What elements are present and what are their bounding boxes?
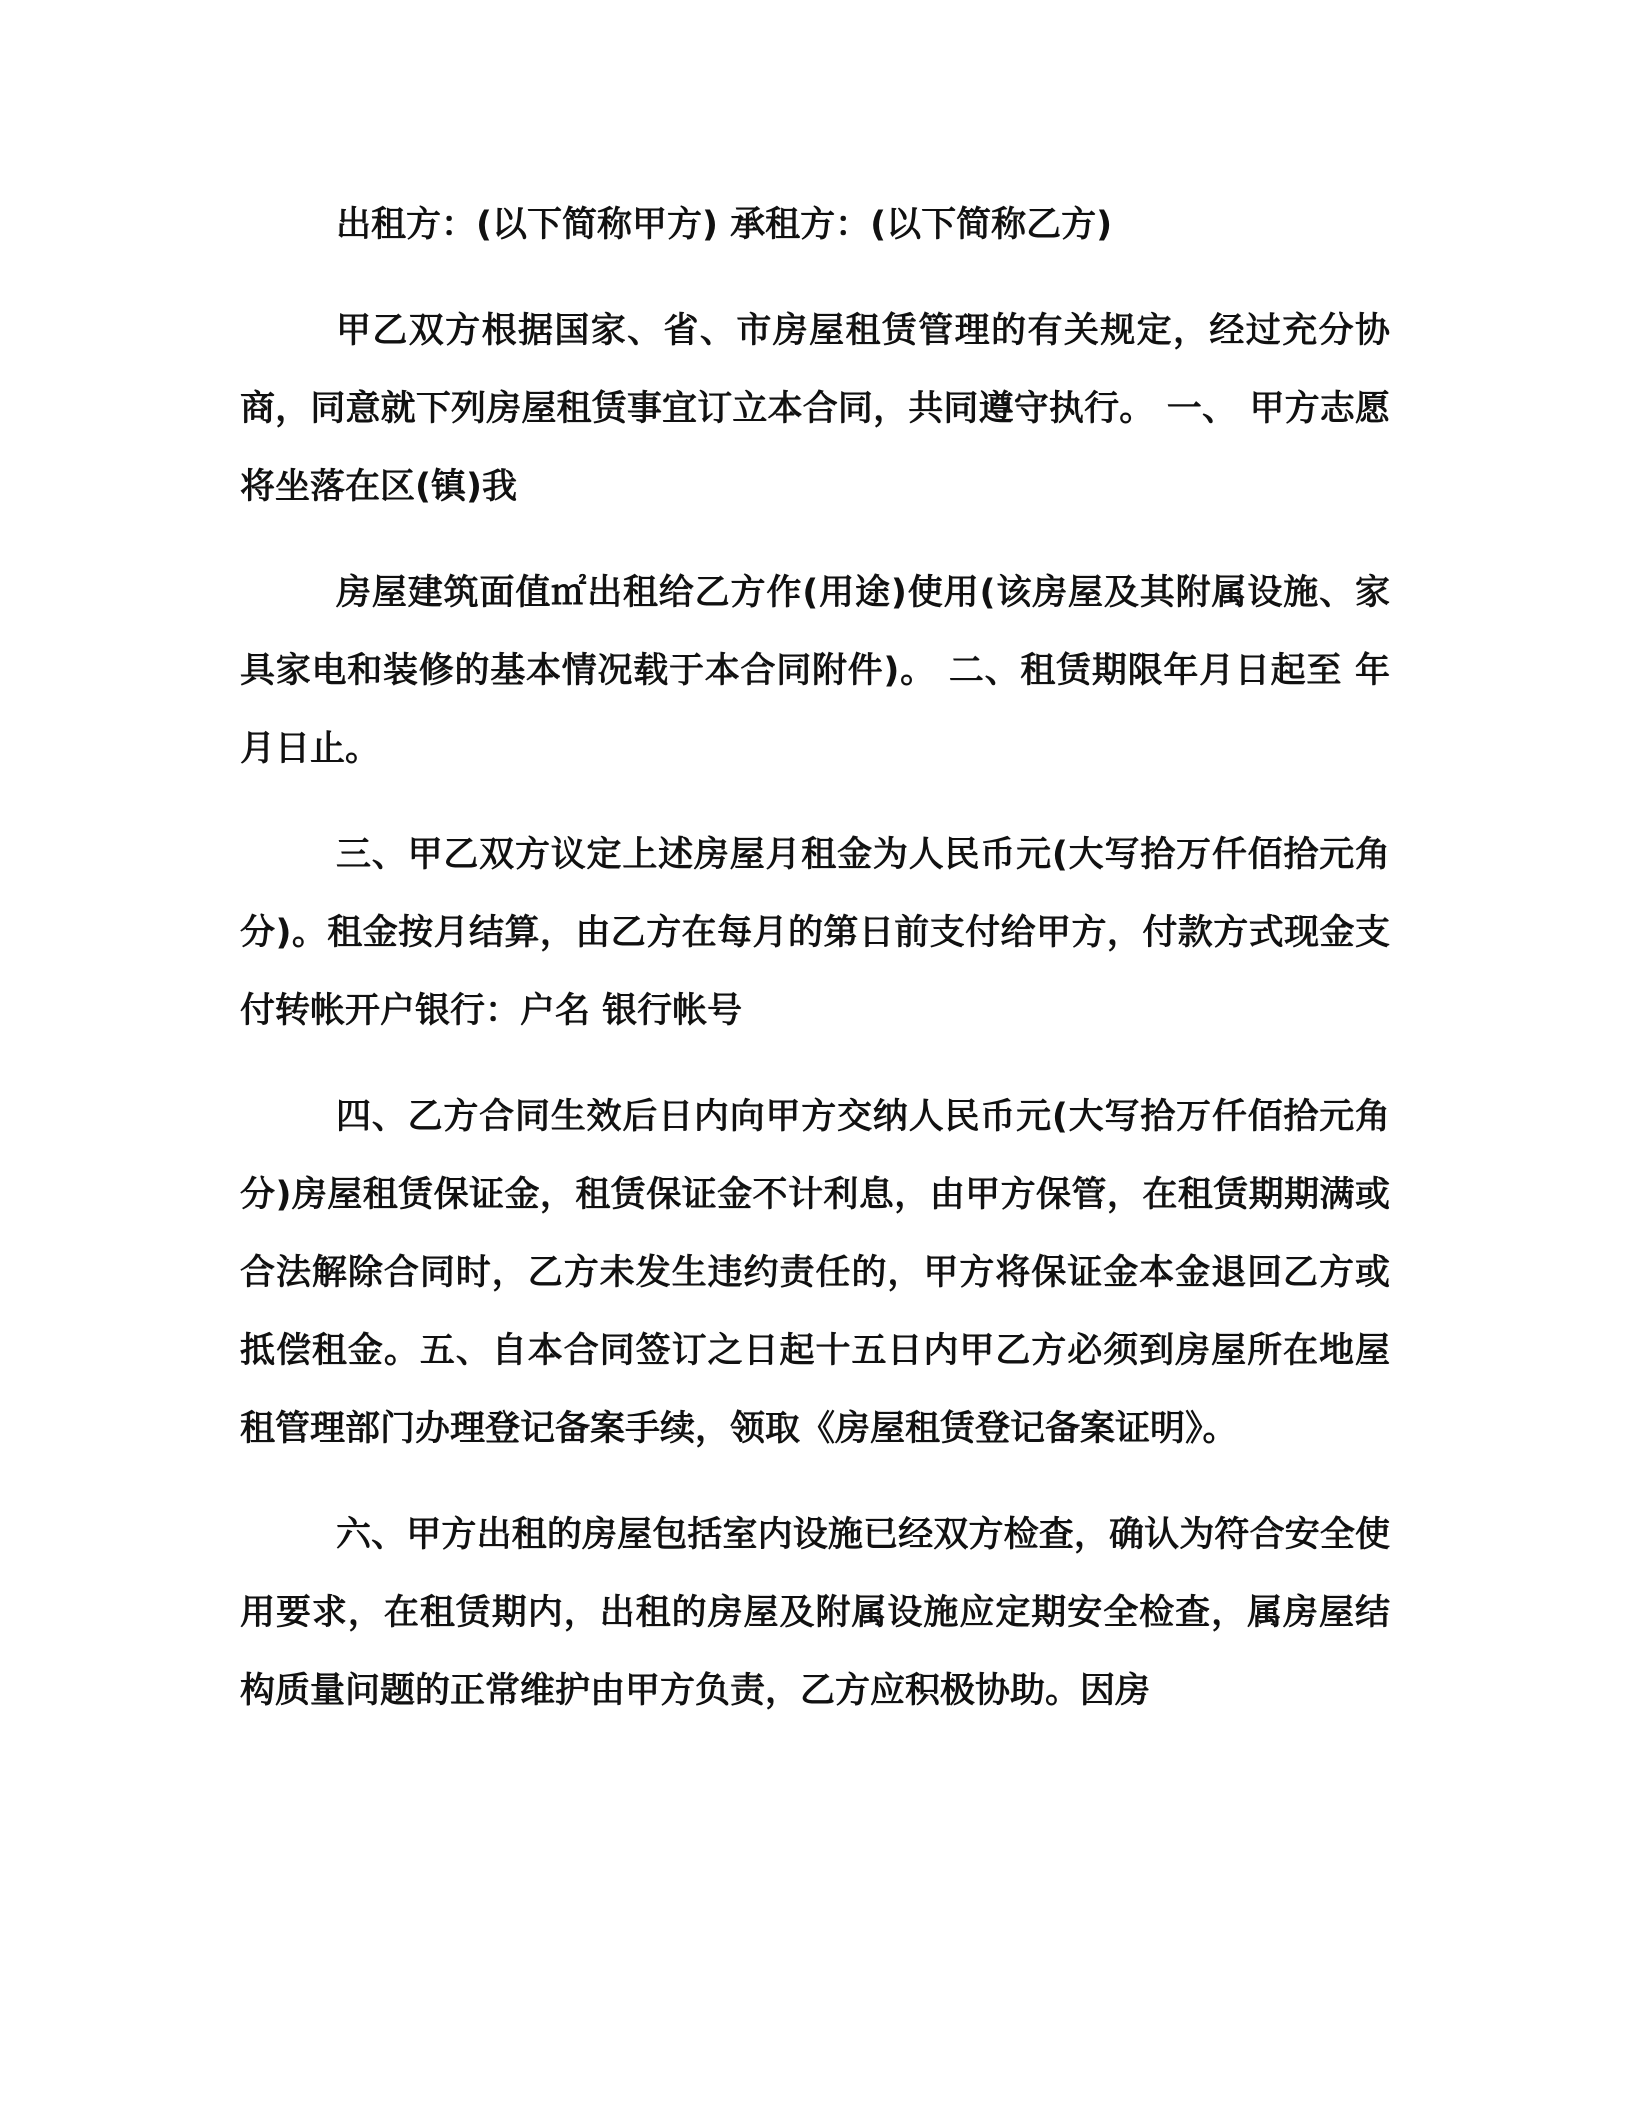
paragraph-clause-rent: 三、甲乙双方议定上述房屋月租金为人民币元(大写拾万仟佰拾元角分)。租金按月结算，由乙方在每月的第日前支付给甲方，付款方式现金支付转帐开户银行：户名 银行帐号	[240, 835, 1390, 1031]
document-page	[240, 186, 1390, 1758]
paragraph-parties: 出租方：(以下简称甲方) 承租方：(以下简称乙方)	[336, 205, 1113, 245]
paragraph-preamble: 甲乙双方根据国家、省、市房屋租赁管理的有关规定，经过充分协商，同意就下列房屋租赁事宜订立本合同，共同遵守执行。 一、 甲方志愿将坐落在区(镇)我	[240, 311, 1390, 507]
paragraph-clause-deposit: 四、乙方合同生效后日内向甲方交纳人民币元(大写拾万仟佰拾元角分)房屋租赁保证金，租赁保证金不计利息，由甲方保管，在租赁期期满或合法解除合同时，乙方未发生违约责任的，甲方将保证金本金退回乙方或抵偿租金。五、自本合同签订之日起十五日内甲乙方必须到房屋所在地屋租管理部门办理登记备案手续，领取《房屋租赁登记备案证明》。	[240, 1097, 1390, 1449]
paragraph-clause-area-term: 房屋建筑面值㎡出租给乙方作(用途)使用(该房屋及其附属设施、家具家电和装修的基本情况载于本合同附件)。 二、租赁期限年月日起至 年月日止。	[240, 573, 1390, 769]
paragraph-clause-facilities: 六、甲方出租的房屋包括室内设施已经双方检查，确认为符合安全使用要求，在租赁期内，出租的房屋及附属设施应定期安全检查，属房屋结构质量问题的正常维护由甲方负责，乙方应积极协助。因房	[240, 1515, 1390, 1711]
